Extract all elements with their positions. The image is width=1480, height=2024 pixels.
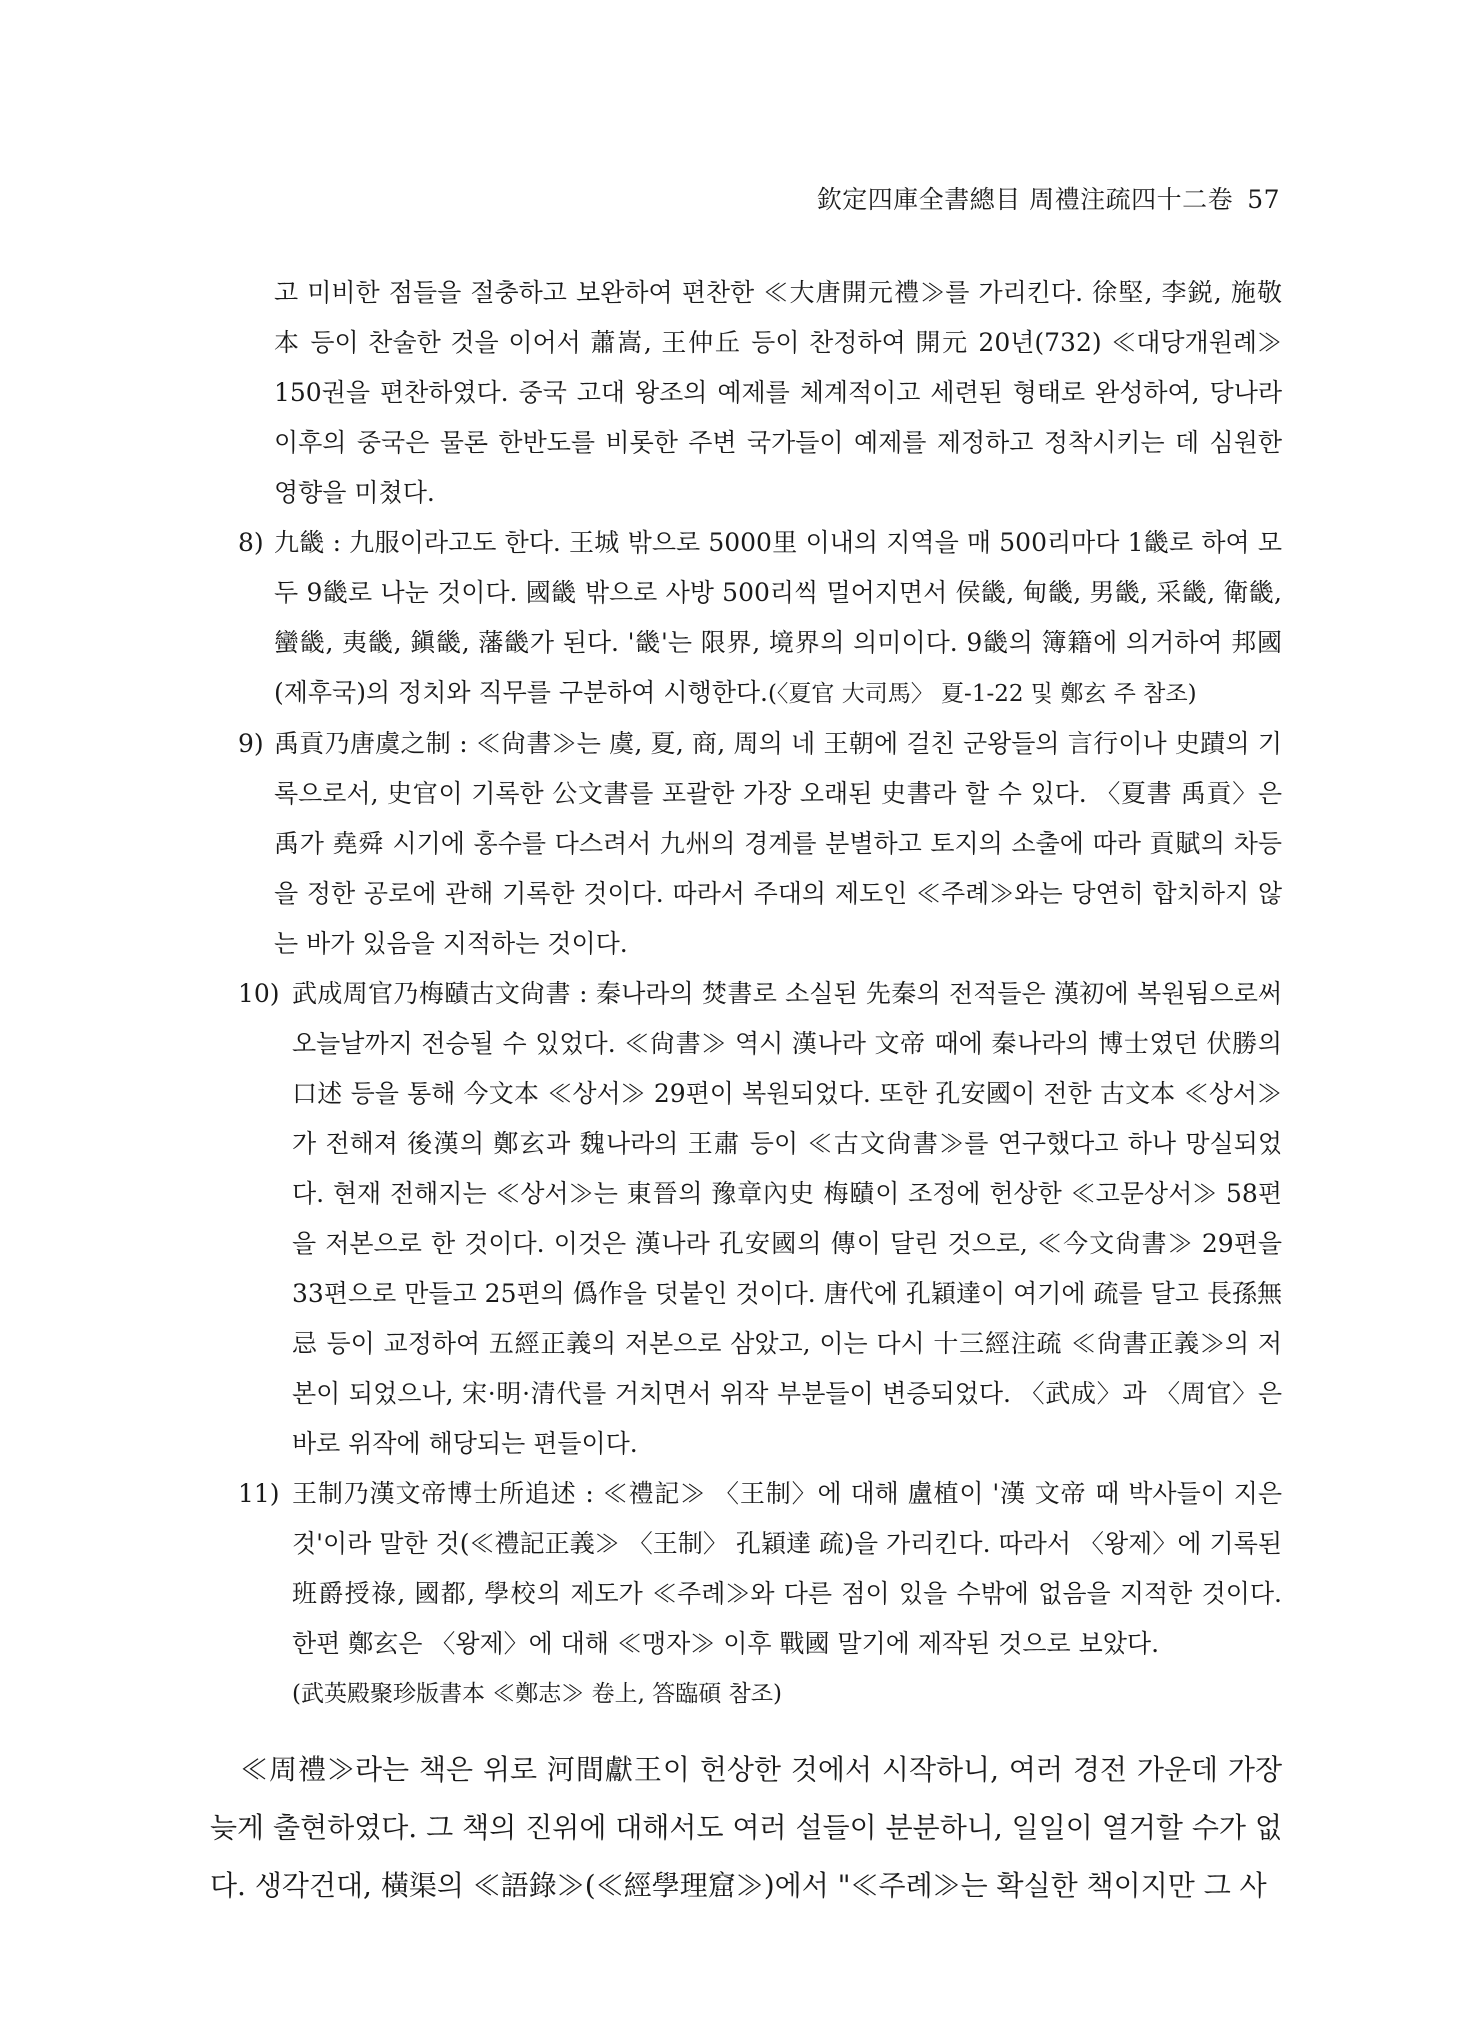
footnote-text: 九畿 : 九服이라고도 한다. 王城 밖으로 5000里 이내의 지역을 매 500리마다 1畿로 하여 모두 9畿로 나눈 것이다. 國畿 밖으로 사방 500리씩 멀어지면서 侯畿, 甸畿, 男畿, 采畿, 衛畿, 蠻畿, 夷畿, 鎭畿, 藩畿가 된다. '畿'는 限界, 境界의 의미이다. 9畿의 簿籍에 의거하여 邦國(제후국)의 정치와 직무를 구분하여 시행한다.	[274, 528, 1282, 707]
footnote-reference: (〈夏官 大司馬〉 夏-1-22 및 鄭玄 주 참조)	[767, 681, 1197, 707]
footnote-text: 武成周官乃梅賾古文尙書 : 秦나라의 焚書로 소실된 先秦의 전적들은 漢初에 복원됨으로써 오늘날까지 전승될 수 있었다. ≪尙書≫ 역시 漢나라 文帝 때에 秦나라의 博士였던 伏勝의 口述 등을 통해 今文本 ≪상서≫ 29편이 복원되었다. 또한 孔安國이 전한 古文本 ≪상서≫가 전해져 後漢의 鄭玄과 魏나라의 王肅 등이 ≪古文尙書≫를 연구했다고 하나 망실되었다. 현재 전해지는 ≪상서≫는 東晉의 豫章內史 梅賾이 조정에 헌상한 ≪고문상서≫ 58편을 저본으로 한 것이다. 이것은 漢나라 孔安國의 傳이 달린 것으로, ≪今文尙書≫ 29편을 33편으로 만들고 25편의 僞作을 덧붙인 것이다. 唐代에 孔穎達이 여기에 疏를 달고 長孫無忌 등이 교정하여 五經正義의 저본으로 삼았고, 이는 다시 十三經注疏 ≪尙書正義≫의 저본이 되었으나, 宋·明·清代를 거치면서 위작 부분들이 변증되었다. 〈武成〉과 〈周官〉은 바로 위작에 해당되는 편들이다.	[292, 979, 1282, 1458]
page-content	[210, 268, 1282, 1915]
footnote-number: 11)	[238, 1479, 280, 1508]
footnote-reference: (武英殿聚珍版書本 ≪鄭志≫ 卷上, 答臨碩 참조)	[292, 1681, 782, 1707]
footnote-text: 禹貢乃唐虞之制 : ≪尙書≫는 虞, 夏, 商, 周의 네 王朝에 걸친 군왕들의 言行이나 史蹟의 기록으로서, 史官이 기록한 公文書를 포괄한 가장 오래된 史書라 할 수 있다. 〈夏書 禹貢〉은 禹가 堯舜 시기에 홍수를 다스려서 九州의 경계를 분별하고 토지의 소출에 따라 貢賦의 차등을 정한 공로에 관해 기록한 것이다. 따라서 주대의 제도인 ≪주례≫와는 당연히 합치하지 않는 바가 있음을 지적하는 것이다.	[274, 729, 1282, 958]
body-paragraph: ≪周禮≫라는 책은 위로 河間獻王이 헌상한 것에서 시작하니, 여러 경전 가운데 가장 늦게 출현하였다. 그 책의 진위에 대해서도 여러 설들이 분분하니, 일일이 열거할 수가 없다. 생각건대, 橫渠의 ≪語錄≫(≪經學理窟≫)에서 "≪주례≫는 확실한 책이지만 그 사	[210, 1753, 1282, 1902]
footnote-number: 10)	[238, 979, 280, 1008]
footnote-9	[210, 719, 1282, 969]
footnote-number: 8)	[238, 528, 264, 557]
footnote-text: 王制乃漢文帝博士所追述 : ≪禮記≫ 〈王制〉에 대해 盧植이 '漢 文帝 때 박사들이 지은 것'이라 말한 것(≪禮記正義≫ 〈王制〉 孔穎達 疏)을 가리킨다. 따라서 〈왕제〉에 기록된 班爵授祿, 國都, 學校의 제도가 ≪주례≫와 다른 점이 있을 수밖에 없음을 지적한 것이다. 한편 鄭玄은 〈왕제〉에 대해 ≪맹자≫ 이후 戰國 말기에 제작된 것으로 보았다.	[292, 1479, 1282, 1658]
footnote-11	[210, 1469, 1282, 1719]
page-number: 57	[1247, 185, 1280, 214]
footnote-10	[210, 969, 1282, 1469]
running-header-title: 欽定四庫全書總目 周禮注疏四十二卷	[816, 185, 1234, 214]
footnote-7-continuation: 고 미비한 점들을 절충하고 보완하여 편찬한 ≪大唐開元禮≫를 가리킨다. 徐堅, 李鋭, 施敬本 등이 찬술한 것을 이어서 蕭嵩, 王仲丘 등이 찬정하여 開元 20년(732) ≪대당개원례≫ 150권을 편찬하였다. 중국 고대 왕조의 예제를 체계적이고 세련된 형태로 완성하여, 당나라 이후의 중국은 물론 한반도를 비롯한 주변 국가들이 예제를 제정하고 정착시키는 데 심원한 영향을 미쳤다.	[274, 278, 1282, 507]
footnote-number: 9)	[238, 729, 264, 758]
footnote-8	[210, 518, 1282, 719]
running-header	[817, 180, 1280, 216]
